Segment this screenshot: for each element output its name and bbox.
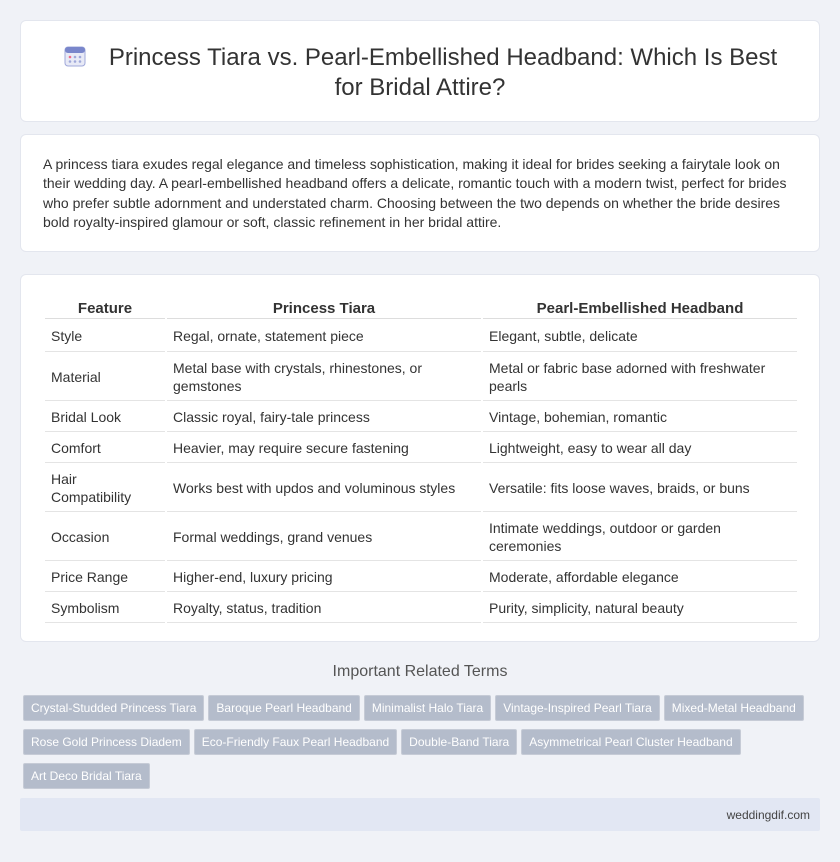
table-row <box>45 434 797 463</box>
table-row <box>45 354 797 401</box>
tiara-cell: Royalty, status, tradition <box>167 594 481 623</box>
related-term-tag[interactable]: Minimalist Halo Tiara <box>364 695 491 721</box>
feature-cell: Price Range <box>45 563 165 592</box>
feature-cell: Material <box>45 354 165 401</box>
tiara-cell: Classic royal, fairy-tale princess <box>167 403 481 432</box>
table-row <box>45 594 797 623</box>
related-term-tag[interactable]: Double-Band Tiara <box>401 729 517 755</box>
related-term-tag[interactable]: Asymmetrical Pearl Cluster Headband <box>521 729 740 755</box>
header-princess-tiara: Princess Tiara <box>167 297 481 319</box>
comparison-card <box>20 274 820 642</box>
table-row <box>45 465 797 512</box>
related-term-tag[interactable]: Baroque Pearl Headband <box>208 695 359 721</box>
headband-cell: Lightweight, easy to wear all day <box>483 434 797 463</box>
headband-cell: Intimate weddings, outdoor or garden ceremonies <box>483 514 797 561</box>
table-header-row <box>45 297 797 319</box>
page-title-wrap <box>51 43 789 103</box>
table-row <box>45 403 797 432</box>
headband-cell: Versatile: fits loose waves, braids, or buns <box>483 465 797 512</box>
header-pearl-headband: Pearl-Embellished Headband <box>483 297 797 319</box>
page-title: Princess Tiara vs. Pearl-Embellished Headband: Which Is Best for Bridal Attire? <box>108 44 778 101</box>
headband-cell: Metal or fabric base adorned with freshwater pearls <box>483 354 797 401</box>
table-row <box>45 514 797 561</box>
headband-cell: Purity, simplicity, natural beauty <box>483 594 797 623</box>
related-terms-heading: Important Related Terms <box>332 663 508 680</box>
table-row <box>45 321 797 352</box>
related-term-tag[interactable]: Crystal-Studded Princess Tiara <box>23 695 204 721</box>
footer-site-link[interactable]: weddingdif.com <box>726 808 810 822</box>
title-card <box>20 20 820 122</box>
related-term-tag[interactable]: Vintage-Inspired Pearl Tiara <box>495 695 660 721</box>
headband-cell: Elegant, subtle, delicate <box>483 321 797 352</box>
tiara-cell: Regal, ornate, statement piece <box>167 321 481 352</box>
footer <box>20 798 820 831</box>
tiara-cell: Heavier, may require secure fastening <box>167 434 481 463</box>
feature-cell: Hair Compatibility <box>45 465 165 512</box>
intro-card <box>20 134 820 252</box>
related-terms-list <box>23 695 823 797</box>
related-term-tag[interactable]: Art Deco Bridal Tiara <box>23 763 150 789</box>
header-feature: Feature <box>45 297 165 319</box>
comparison-table <box>43 295 799 625</box>
tiara-cell: Metal base with crystals, rhinestones, or gemstones <box>167 354 481 401</box>
feature-cell: Bridal Look <box>45 403 165 432</box>
tiara-cell: Works best with updos and voluminous styles <box>167 465 481 512</box>
tiara-cell: Higher-end, luxury pricing <box>167 563 481 592</box>
related-term-tag[interactable]: Mixed-Metal Headband <box>664 695 804 721</box>
headband-cell: Vintage, bohemian, romantic <box>483 403 797 432</box>
related-term-tag[interactable]: Rose Gold Princess Diadem <box>23 729 190 755</box>
intro-paragraph: A princess tiara exudes regal elegance and timeless sophistication, making it ideal for brides seeking a fairytale look on their wedding day. A pearl-embellished headband offers a delicate, romantic touch with a modern twist, perfect for brides who prefer subtle adornment and understated charm. Choosing between the two depends on whether the bride desires bold royalty-inspired glamour or soft, classic refinement in her bridal attire. <box>43 156 787 230</box>
calendar-icon <box>63 44 87 68</box>
headband-cell: Moderate, affordable elegance <box>483 563 797 592</box>
table-row <box>45 563 797 592</box>
feature-cell: Occasion <box>45 514 165 561</box>
tiara-cell: Formal weddings, grand venues <box>167 514 481 561</box>
related-term-tag[interactable]: Eco-Friendly Faux Pearl Headband <box>194 729 397 755</box>
feature-cell: Style <box>45 321 165 352</box>
feature-cell: Symbolism <box>45 594 165 623</box>
feature-cell: Comfort <box>45 434 165 463</box>
